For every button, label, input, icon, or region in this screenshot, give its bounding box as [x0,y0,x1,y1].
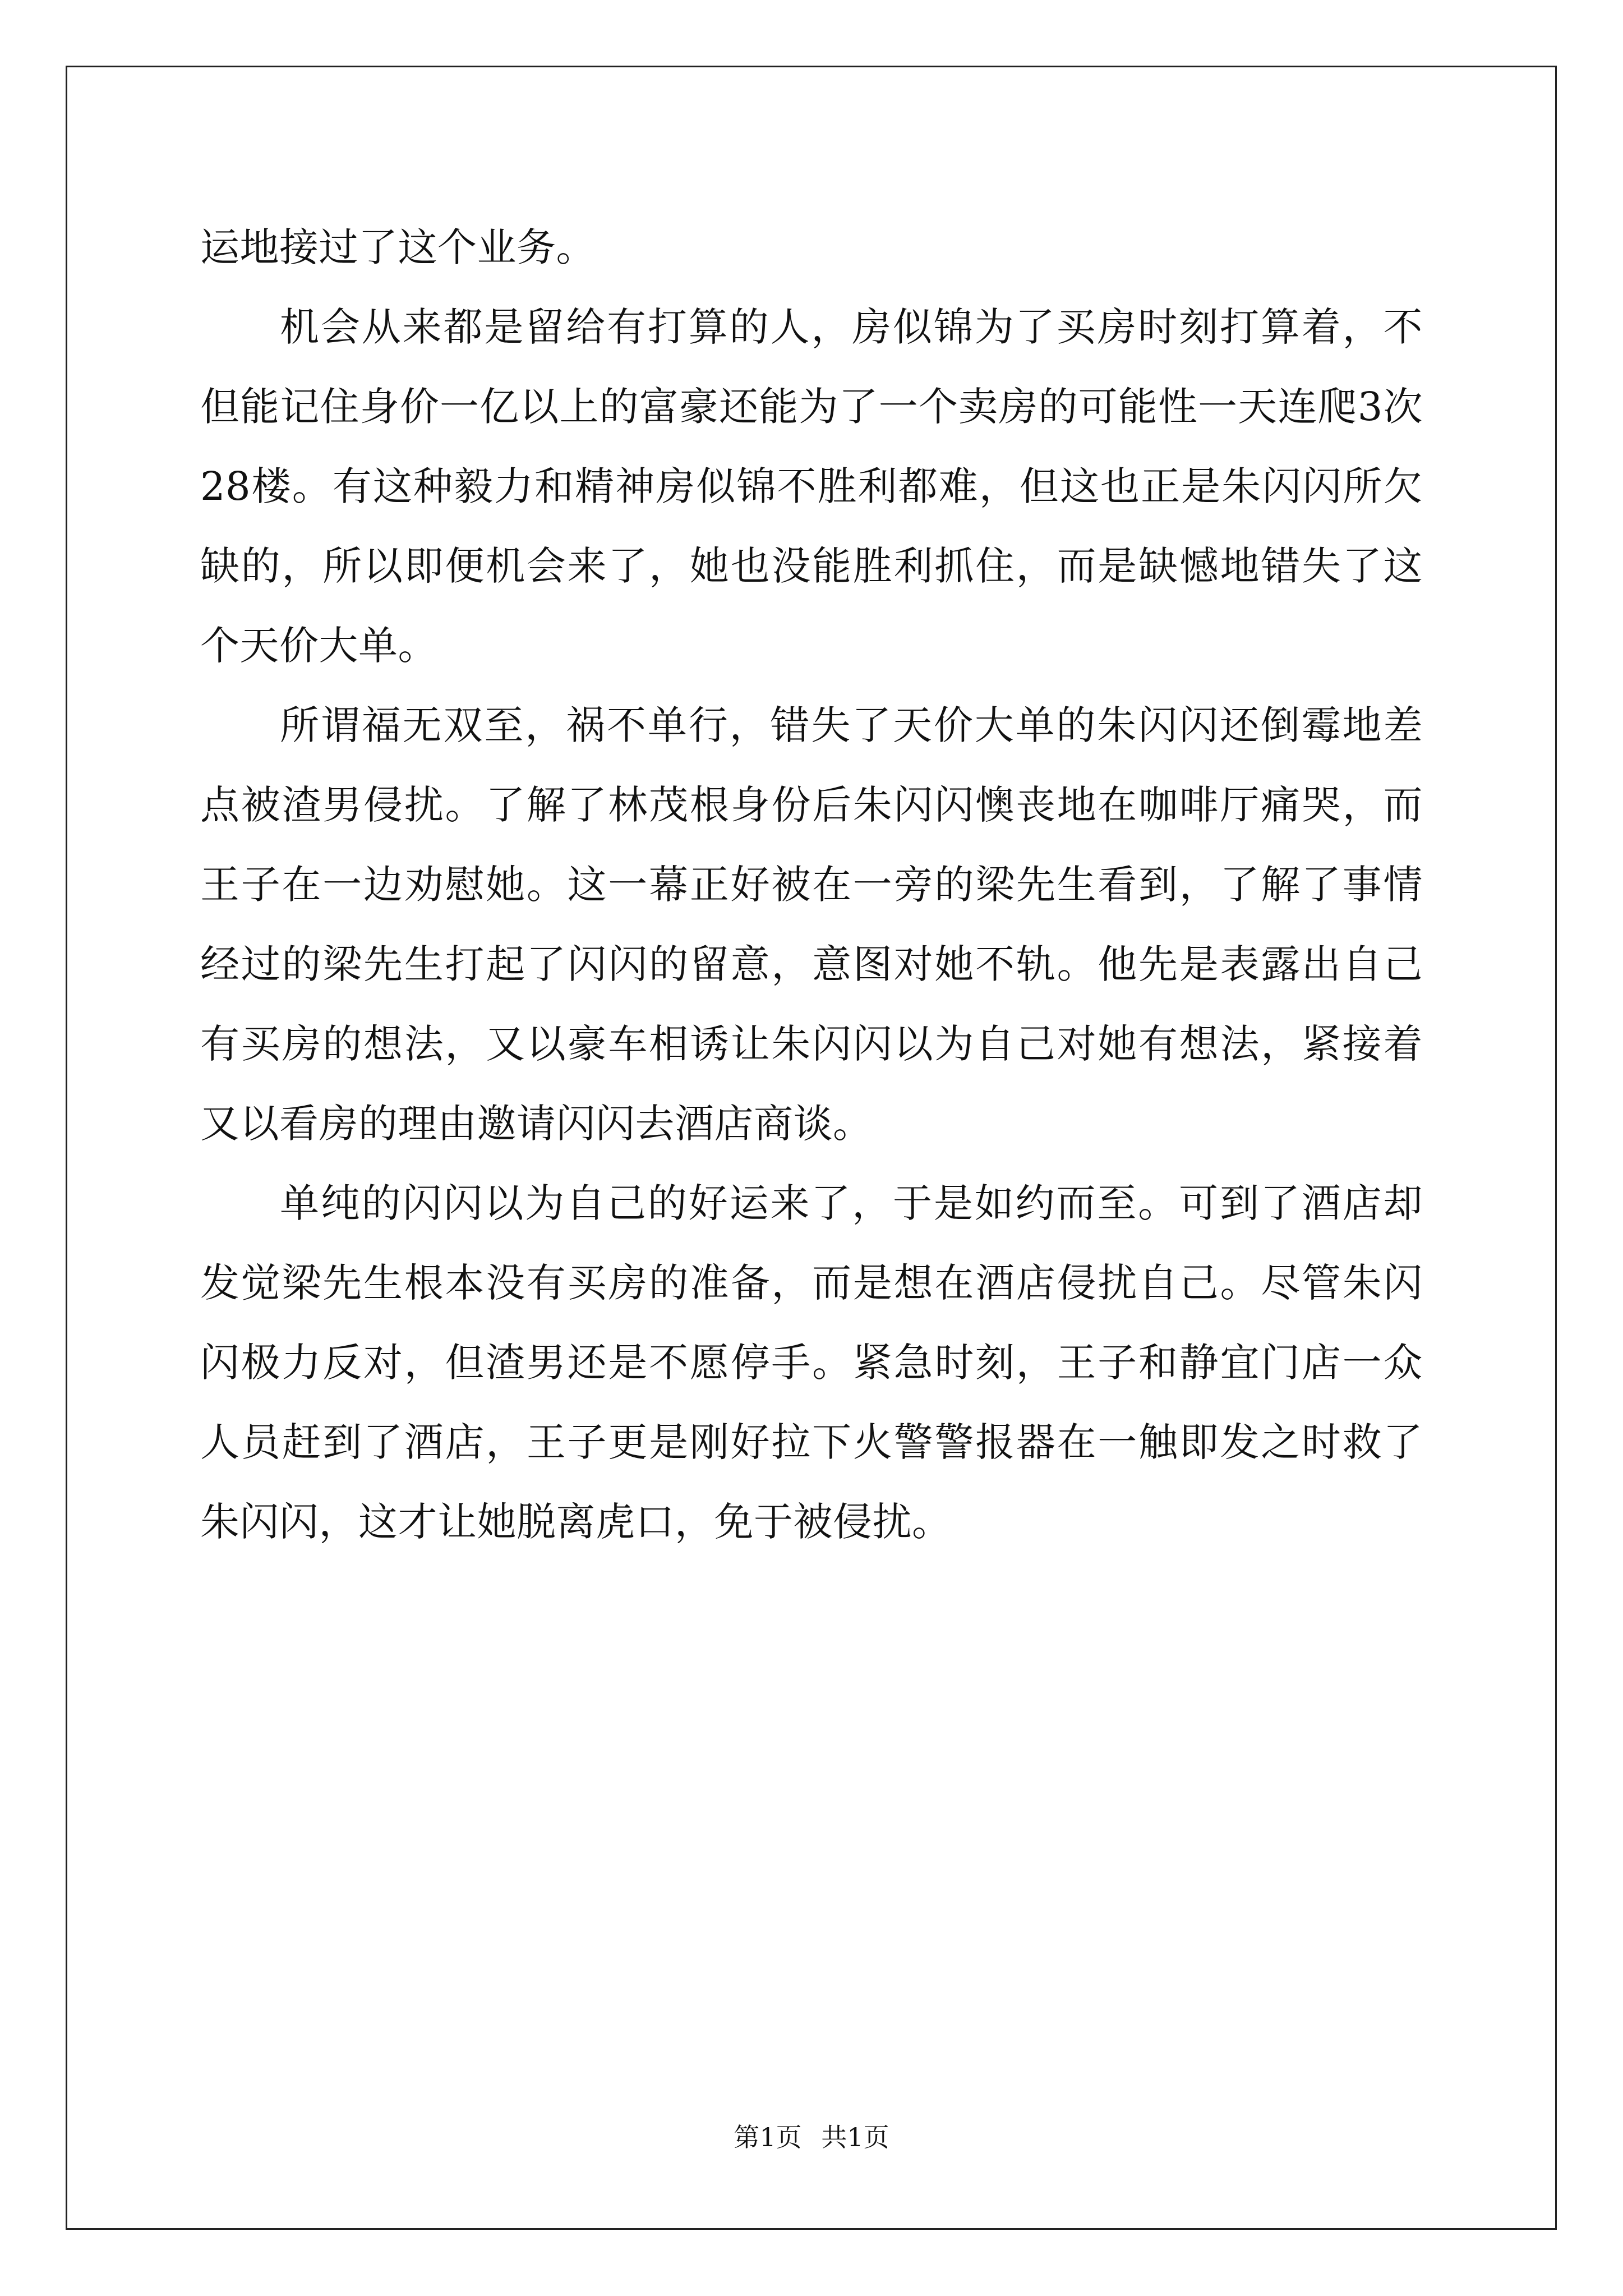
page-number: 第1页 [734,2122,802,2152]
page-footer [0,2120,1623,2154]
paragraph-4: 单纯的闪闪以为自己的好运来了，于是如约而至。可到了酒店却发觉梁先生根本没有买房的准备，而是想在酒店侵扰自己。尽管朱闪闪极力反对，但渣男还是不愿停手。紧急时刻，王子和静宜门店一众人员赶到了酒店，王子更是刚好拉下火警警报器在一触即发之时救了朱闪闪，这才让她脱离虎口，免于被侵扰。 [200,1180,1423,1545]
paragraph-2: 机会从来都是留给有打算的人，房似锦为了买房时刻打算着，不但能记住身价一亿以上的富豪还能为了一个卖房的可能性一天连爬3次28楼。有这种毅力和精神房似锦不胜利都难，但这也正是朱闪闪所欠缺的，所以即便机会来了，她也没能胜利抓住，而是缺憾地错失了这个天价大单。 [200,304,1423,669]
document-body [200,208,1423,1562]
page-total: 共1页 [821,2122,889,2152]
paragraph-3: 所谓福无双至，祸不单行，错失了天价大单的朱闪闪还倒霉地差点被渣男侵扰。了解了林茂根身份后朱闪闪懊丧地在咖啡厅痛哭，而王子在一边劝慰她。这一幕正好被在一旁的梁先生看到，了解了事情经过的梁先生打起了闪闪的留意，意图对她不轨。他先是表露出自己有买房的想法，又以豪车相诱让朱闪闪以为自己对她有想法，紧接着又以看房的理由邀请闪闪去酒店商谈。 [200,702,1423,1147]
paragraph-1: 运地接过了这个业务。 [200,224,596,270]
